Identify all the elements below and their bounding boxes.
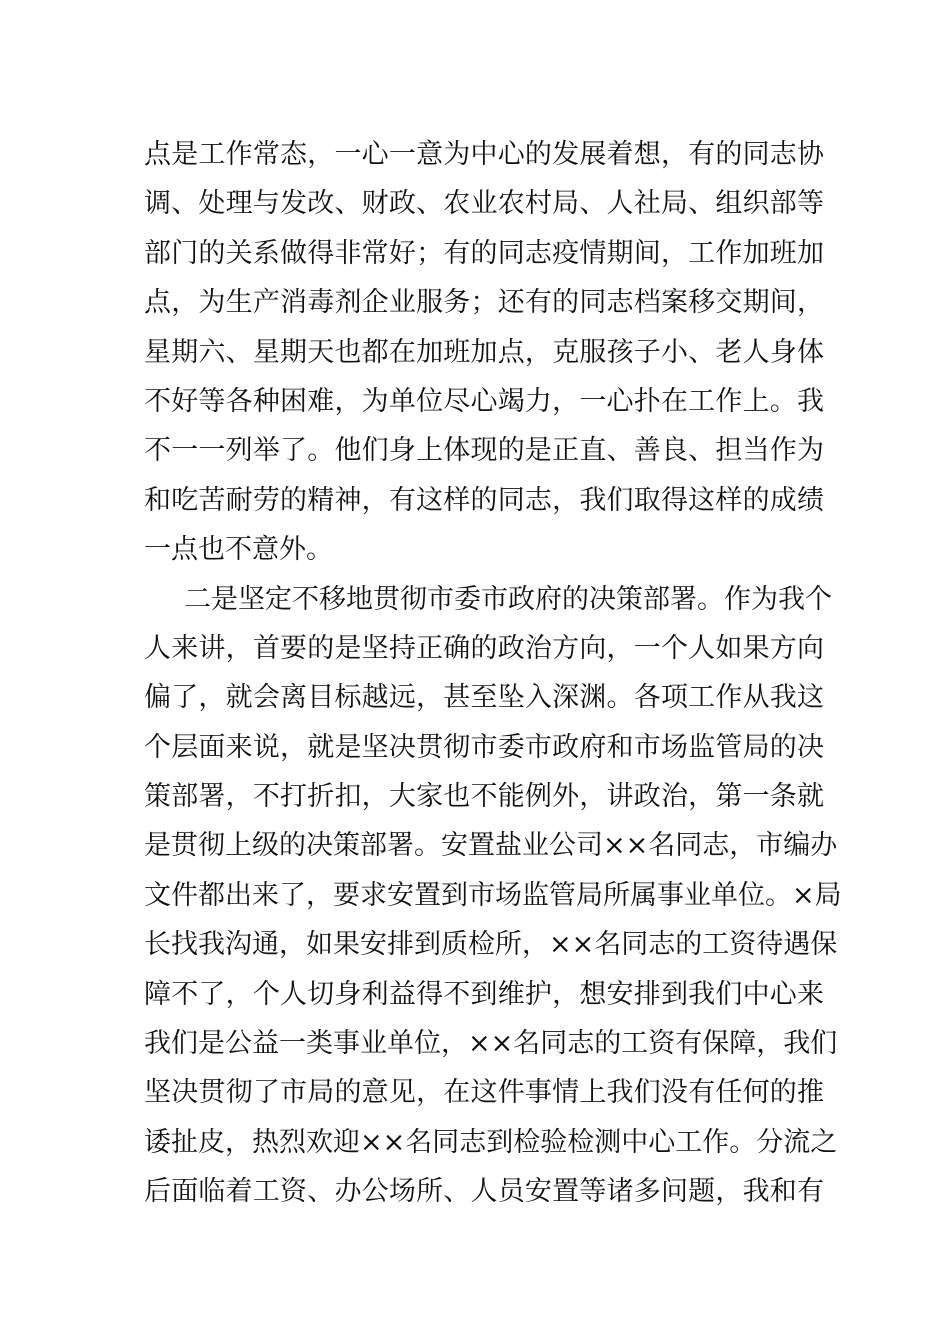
paragraph-line: 偏了，就会离目标越远，甚至坠入深渊。各项工作从我这 <box>144 682 824 714</box>
paragraph-line: 我们是公益一类事业单位，××名同志的工资有保障，我们 <box>144 1028 838 1060</box>
paragraph-line: 后面临着工资、办公场所、人员安置等诸多问题，我和有 <box>144 1176 824 1208</box>
paragraph-line: 调、处理与发改、财政、农业农村局、人社局、组织部等 <box>144 188 824 220</box>
paragraph-line: 和吃苦耐劳的精神，有这样的同志，我们取得这样的成绩 <box>144 484 824 516</box>
paragraph-line: 坚决贯彻了市局的意见，在这件事情上我们没有任何的推 <box>144 1077 824 1109</box>
paragraph-line: 不一一列举了。他们身上体现的是正直、善良、担当作为 <box>144 435 824 467</box>
paragraph-line: 策部署，不打折扣，大家也不能例外，讲政治，第一条就 <box>144 781 824 813</box>
paragraph-line: 不好等各种困难，为单位尽心竭力，一心扑在工作上。我 <box>144 385 824 417</box>
paragraph-line: 部门的关系做得非常好；有的同志疫情期间，工作加班加 <box>144 237 824 269</box>
paragraph-line: 诿扯皮，热烈欢迎××名同志到检验检测中心工作。分流之 <box>144 1126 838 1158</box>
paragraph-line: 长找我沟通，如果安排到质检所，××名同志的工资待遇保 <box>144 929 838 961</box>
paragraph-line: 障不了，个人切身利益得不到维护，想安排到我们中心来 <box>144 978 824 1010</box>
document-body <box>144 130 842 1217</box>
paragraph-line: 是贯彻上级的决策部署。安置盐业公司××名同志，市编办 <box>144 830 838 862</box>
paragraph-line: 星期六、星期天也都在加班加点，克服孩子小、老人身体 <box>144 336 824 368</box>
paragraph-line: 一点也不意外。 <box>144 534 333 566</box>
paragraph-line: 点，为生产消毒剂企业服务；还有的同志档案移交期间， <box>144 287 824 319</box>
paragraph-1 <box>144 130 824 575</box>
paragraph-line: 人来讲，首要的是坚持正确的政治方向，一个人如果方向 <box>144 632 824 664</box>
paragraph-2 <box>144 575 842 1217</box>
paragraph-line: 二是坚定不移地贯彻市委市政府的决策部署。作为我个 <box>184 583 832 615</box>
paragraph-line: 个层面来说，就是坚决贯彻市委市政府和市场监管局的决 <box>144 731 824 763</box>
paragraph-line: 文件都出来了，要求安置到市场监管局所属事业单位。×局 <box>144 879 842 911</box>
paragraph-line: 点是工作常态，一心一意为中心的发展着想，有的同志协 <box>144 139 824 170</box>
